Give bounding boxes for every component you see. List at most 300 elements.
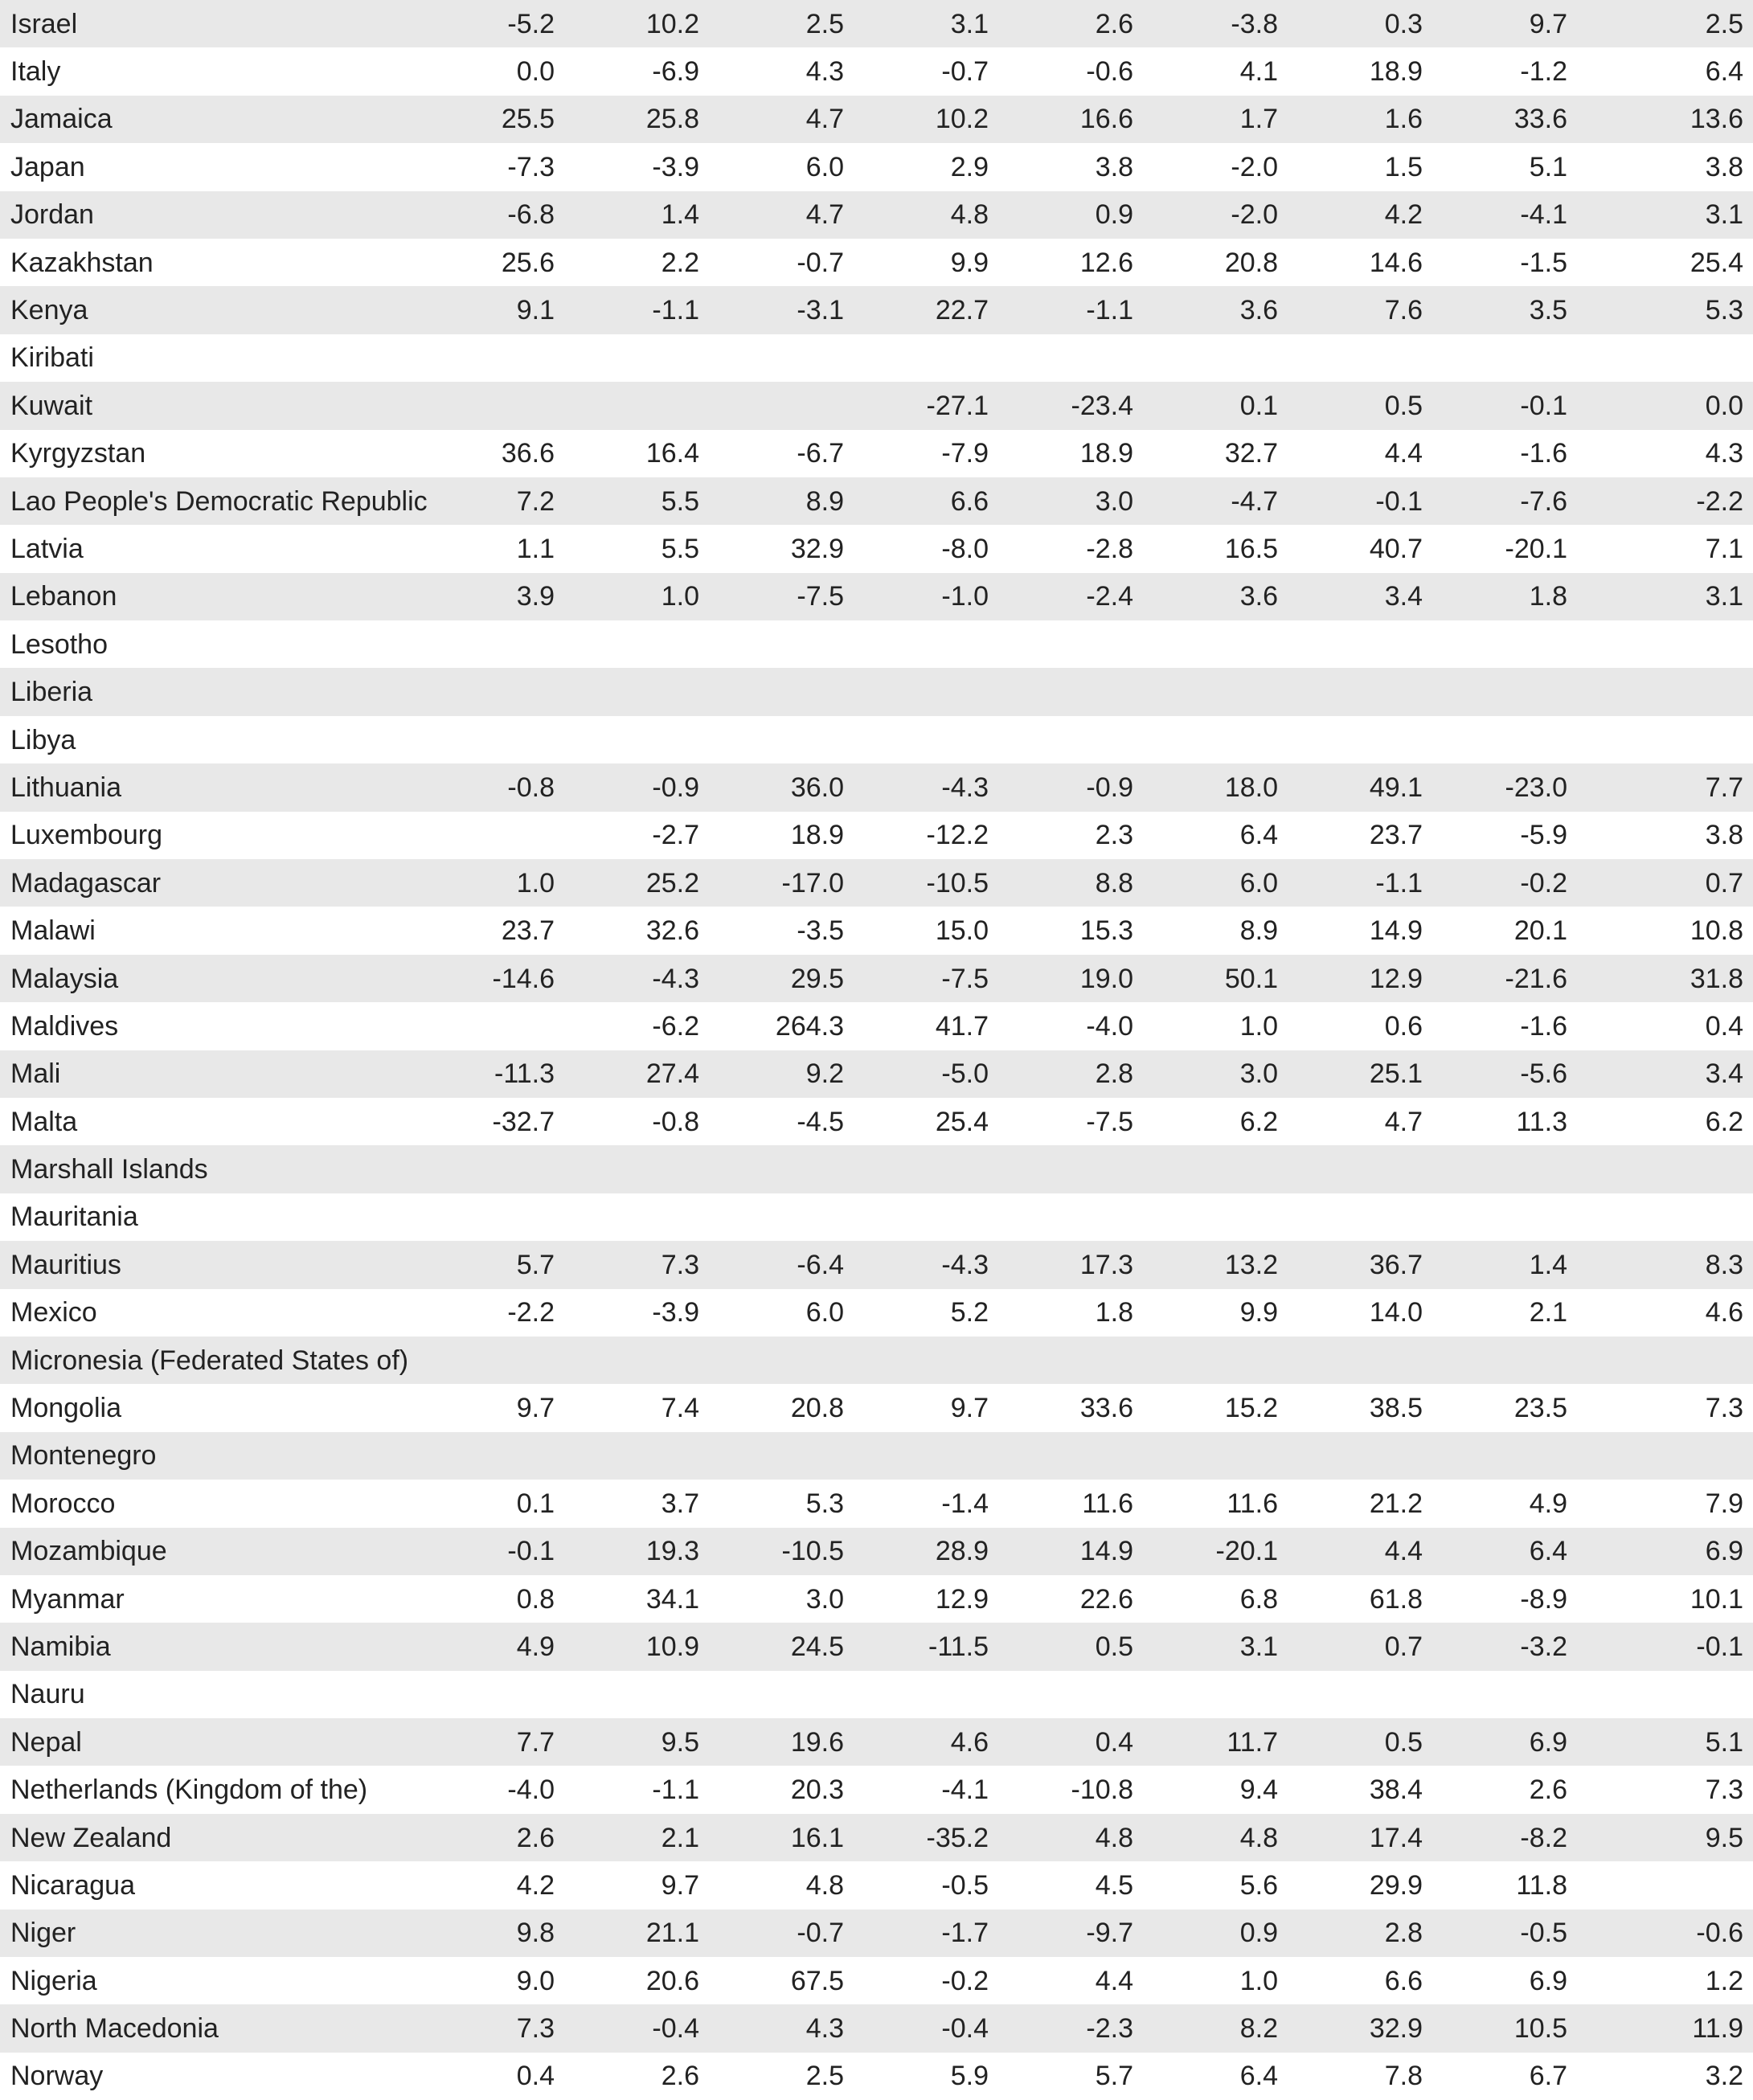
value-cell: [989, 334, 1133, 382]
value-cell: 8.9: [805, 485, 844, 517]
value-cell: 6.9: [1529, 1726, 1567, 1758]
value-cell: 1.4: [661, 199, 699, 231]
value-cell: [555, 1193, 699, 1241]
value-cell: 20.8: [790, 1393, 844, 1424]
value-cell: [1567, 1193, 1753, 1241]
value-cell: -5.6: [1520, 1058, 1567, 1090]
value-cell: 2.6: [516, 1822, 555, 1853]
value-cell: -4.3: [941, 772, 989, 803]
value-cell: [989, 668, 1133, 715]
table-row: [0, 812, 1753, 859]
value-cell: [378, 1145, 555, 1193]
value-cell: 4.8: [950, 199, 989, 231]
value-cell: 3.1: [950, 8, 989, 39]
table-row: [0, 143, 1753, 190]
country-cell: Micronesia (Federated States of): [10, 1345, 409, 1376]
value-cell: 8.9: [1239, 915, 1278, 947]
value-cell: -2.8: [1086, 533, 1133, 564]
value-cell: -3.9: [652, 151, 699, 182]
value-cell: [989, 1671, 1133, 1718]
table-row: [0, 1671, 1753, 1718]
value-cell: 34.1: [645, 1583, 699, 1615]
table-row: [0, 620, 1753, 668]
value-cell: 11.9: [1692, 2013, 1743, 2045]
table-row: [0, 1766, 1753, 1813]
value-cell: -21.6: [1505, 963, 1567, 994]
value-cell: 13.6: [1690, 104, 1743, 135]
value-cell: -11.5: [928, 1631, 989, 1662]
value-cell: -1.6: [1520, 438, 1567, 469]
table-row: [0, 1718, 1753, 1766]
value-cell: 18.9: [1369, 56, 1423, 88]
country-cell: Mongolia: [10, 1393, 121, 1424]
value-cell: 11.7: [1227, 1726, 1278, 1758]
table-row: [0, 47, 1753, 95]
value-cell: [1567, 620, 1753, 668]
value-cell: 2.1: [661, 1822, 699, 1853]
value-cell: 20.6: [645, 1965, 699, 1996]
value-cell: [555, 1145, 699, 1193]
value-cell: 0.8: [516, 1583, 555, 1615]
value-cell: 1.8: [1095, 1297, 1133, 1328]
value-cell: 19.3: [645, 1536, 699, 1567]
value-cell: [1567, 1861, 1753, 1909]
value-cell: 4.1: [1239, 56, 1278, 88]
country-cell: Mauritania: [10, 1201, 138, 1233]
value-cell: 67.5: [790, 1965, 844, 1996]
value-cell: 16.4: [645, 438, 699, 469]
value-cell: -2.3: [1086, 2013, 1133, 2045]
value-cell: 5.1: [1529, 151, 1567, 182]
value-cell: 6.0: [805, 1297, 844, 1328]
value-cell: 9.9: [1239, 1297, 1278, 1328]
value-cell: 2.8: [1095, 1058, 1133, 1090]
value-cell: [989, 716, 1133, 763]
country-cell: Mali: [10, 1058, 61, 1090]
country-cell: Madagascar: [10, 867, 162, 899]
country-cell: Nepal: [10, 1726, 82, 1758]
value-cell: 9.7: [950, 1393, 989, 1424]
value-cell: [1278, 1432, 1423, 1480]
value-cell: 23.7: [501, 915, 555, 947]
value-cell: -0.4: [941, 2013, 989, 2045]
value-cell: 16.1: [790, 1822, 844, 1853]
country-cell: Jordan: [10, 199, 94, 231]
value-cell: 2.9: [950, 151, 989, 182]
value-cell: -14.6: [492, 963, 555, 994]
value-cell: 4.6: [1705, 1297, 1743, 1328]
value-cell: 38.4: [1369, 1775, 1423, 1806]
value-cell: 3.1: [1705, 581, 1743, 612]
value-cell: [1278, 334, 1423, 382]
value-cell: [378, 1002, 555, 1050]
value-cell: [699, 334, 844, 382]
table-row: [0, 1575, 1753, 1623]
value-cell: -4.3: [941, 1249, 989, 1280]
value-cell: -6.4: [797, 1249, 844, 1280]
value-cell: 25.6: [501, 247, 555, 278]
table-row: [0, 239, 1753, 286]
value-cell: 28.9: [935, 1536, 989, 1567]
value-cell: 9.1: [516, 295, 555, 326]
value-cell: [555, 1337, 699, 1384]
value-cell: -0.8: [652, 1106, 699, 1137]
value-cell: [1133, 1337, 1278, 1384]
value-cell: 2.6: [1095, 8, 1133, 39]
country-cell: Namibia: [10, 1631, 111, 1662]
country-cell: Italy: [10, 56, 61, 88]
value-cell: -1.1: [1375, 867, 1423, 899]
value-cell: -0.6: [1086, 56, 1133, 88]
country-cell: Nicaragua: [10, 1869, 135, 1901]
value-cell: [1567, 1145, 1753, 1193]
value-cell: -1.1: [1086, 295, 1133, 326]
value-cell: 15.2: [1224, 1393, 1278, 1424]
value-cell: 6.4: [1705, 56, 1743, 88]
value-cell: [1278, 1337, 1423, 1384]
value-cell: 4.7: [1384, 1106, 1423, 1137]
value-cell: 40.7: [1369, 533, 1423, 564]
value-cell: -11.3: [494, 1058, 555, 1090]
table-row: [0, 1145, 1753, 1193]
value-cell: -6.8: [507, 199, 555, 231]
table-row: [0, 1957, 1753, 2004]
value-cell: 1.0: [1239, 1010, 1278, 1042]
value-cell: [555, 668, 699, 715]
table-row: [0, 286, 1753, 334]
value-cell: [1423, 1193, 1567, 1241]
value-cell: 12.6: [1079, 247, 1133, 278]
value-cell: 4.7: [805, 104, 844, 135]
country-cell: Morocco: [10, 1488, 116, 1519]
value-cell: 9.7: [516, 1393, 555, 1424]
value-cell: -4.0: [507, 1775, 555, 1806]
value-cell: 7.3: [1705, 1775, 1743, 1806]
value-cell: 1.2: [1705, 1965, 1743, 1996]
country-cell: North Macedonia: [10, 2013, 219, 2045]
country-cell: Mozambique: [10, 1536, 167, 1567]
value-cell: -27.1: [926, 390, 989, 421]
value-cell: 29.5: [790, 963, 844, 994]
country-cell: Japan: [10, 151, 85, 182]
value-cell: 0.5: [1384, 1726, 1423, 1758]
value-cell: -1.2: [1520, 56, 1567, 88]
value-cell: [1278, 1671, 1423, 1718]
value-cell: -7.3: [507, 151, 555, 182]
value-cell: [844, 668, 989, 715]
value-cell: 31.8: [1690, 963, 1743, 994]
value-cell: 18.9: [1079, 438, 1133, 469]
value-cell: [555, 716, 699, 763]
value-cell: 3.1: [1705, 199, 1743, 231]
value-cell: 4.9: [516, 1631, 555, 1662]
value-cell: 3.0: [805, 1583, 844, 1615]
table-row: [0, 763, 1753, 811]
value-cell: 7.7: [516, 1726, 555, 1758]
value-cell: -35.2: [926, 1822, 989, 1853]
value-cell: 0.4: [1095, 1726, 1133, 1758]
value-cell: 23.5: [1513, 1393, 1567, 1424]
value-cell: [699, 1337, 844, 1384]
value-cell: 1.7: [1239, 104, 1278, 135]
table-row: [0, 477, 1753, 525]
value-cell: 1.5: [1384, 151, 1423, 182]
value-cell: 6.8: [1239, 1583, 1278, 1615]
value-cell: 0.7: [1705, 867, 1743, 899]
value-cell: [1133, 620, 1278, 668]
value-cell: 4.4: [1384, 438, 1423, 469]
value-cell: 5.9: [950, 2061, 989, 2092]
country-cell: Montenegro: [10, 1440, 157, 1472]
value-cell: 1.6: [1384, 104, 1423, 135]
value-cell: 2.6: [1529, 1775, 1567, 1806]
value-cell: [844, 334, 989, 382]
table-row: [0, 430, 1753, 477]
table-row: [0, 955, 1753, 1002]
value-cell: [555, 382, 699, 429]
value-cell: 14.9: [1369, 915, 1423, 947]
value-cell: -1.7: [941, 1918, 989, 1949]
table-row: [0, 1480, 1753, 1527]
value-cell: [1567, 334, 1753, 382]
value-cell: 10.2: [935, 104, 989, 135]
value-cell: 3.8: [1705, 151, 1743, 182]
value-cell: 25.8: [645, 104, 699, 135]
value-cell: 0.6: [1384, 1010, 1423, 1042]
value-cell: 14.6: [1369, 247, 1423, 278]
country-cell: Luxembourg: [10, 820, 163, 851]
value-cell: -6.7: [797, 438, 844, 469]
value-cell: 2.6: [661, 2061, 699, 2092]
value-cell: -10.8: [1071, 1775, 1133, 1806]
value-cell: 49.1: [1369, 772, 1423, 803]
value-cell: -0.8: [507, 772, 555, 803]
value-cell: [555, 334, 699, 382]
value-cell: 23.7: [1369, 820, 1423, 851]
value-cell: -2.2: [507, 1297, 555, 1328]
value-cell: -3.9: [652, 1297, 699, 1328]
value-cell: 0.4: [516, 2061, 555, 2092]
value-cell: 6.9: [1705, 1536, 1743, 1567]
value-cell: -6.9: [652, 56, 699, 88]
table-row: [0, 1432, 1753, 1480]
value-cell: [844, 1671, 989, 1718]
value-cell: 4.8: [805, 1869, 844, 1901]
country-cell: Lao People's Democratic Republic: [10, 485, 428, 517]
table-row: [0, 1623, 1753, 1670]
value-cell: 3.9: [516, 581, 555, 612]
value-cell: 16.5: [1224, 533, 1278, 564]
country-cell: Maldives: [10, 1010, 119, 1042]
table-row: [0, 1289, 1753, 1337]
value-cell: -1.0: [941, 581, 989, 612]
value-cell: [1423, 1671, 1567, 1718]
value-cell: 4.3: [1705, 438, 1743, 469]
value-cell: -23.4: [1071, 390, 1133, 421]
value-cell: 32.9: [1369, 2013, 1423, 2045]
value-cell: 16.6: [1079, 104, 1133, 135]
value-cell: 5.7: [1095, 2061, 1133, 2092]
table-row: [0, 1050, 1753, 1098]
value-cell: 7.3: [516, 2013, 555, 2045]
value-cell: -4.5: [797, 1106, 844, 1137]
value-cell: [378, 668, 555, 715]
value-cell: -5.9: [1520, 820, 1567, 851]
value-cell: -4.3: [652, 963, 699, 994]
value-cell: [378, 620, 555, 668]
value-cell: 6.0: [805, 151, 844, 182]
value-cell: -0.2: [1520, 867, 1567, 899]
value-cell: [1567, 1337, 1753, 1384]
value-cell: -7.5: [941, 963, 989, 994]
value-cell: -7.9: [941, 438, 989, 469]
value-cell: 5.2: [950, 1297, 989, 1328]
value-cell: [1133, 716, 1278, 763]
value-cell: 20.1: [1513, 915, 1567, 947]
value-cell: [378, 716, 555, 763]
value-cell: 7.3: [661, 1249, 699, 1280]
value-cell: 2.3: [1095, 820, 1133, 851]
value-cell: [844, 620, 989, 668]
value-cell: 36.7: [1369, 1249, 1423, 1280]
value-cell: [1133, 668, 1278, 715]
value-cell: 36.6: [501, 438, 555, 469]
value-cell: 22.7: [935, 295, 989, 326]
value-cell: [1278, 1145, 1423, 1193]
value-cell: -0.1: [1520, 390, 1567, 421]
value-cell: [1567, 716, 1753, 763]
value-cell: -0.7: [797, 247, 844, 278]
value-cell: -12.2: [926, 820, 989, 851]
value-cell: 10.2: [645, 8, 699, 39]
value-cell: -0.7: [797, 1918, 844, 1949]
table-row: [0, 2053, 1753, 2100]
value-cell: 6.7: [1529, 2061, 1567, 2092]
value-cell: 3.1: [1239, 1631, 1278, 1662]
value-cell: [1567, 668, 1753, 715]
country-cell: Kuwait: [10, 390, 93, 421]
value-cell: -7.6: [1520, 485, 1567, 517]
table-row: [0, 1241, 1753, 1288]
value-cell: [1133, 1145, 1278, 1193]
value-cell: 32.7: [1224, 438, 1278, 469]
value-cell: [555, 620, 699, 668]
table-row: [0, 1193, 1753, 1241]
value-cell: 1.4: [1529, 1249, 1567, 1280]
country-cell: Latvia: [10, 533, 84, 564]
value-cell: 2.2: [661, 247, 699, 278]
value-cell: 6.6: [950, 485, 989, 517]
value-cell: [1133, 1671, 1278, 1718]
value-cell: 5.3: [1705, 295, 1743, 326]
value-cell: 2.1: [1529, 1297, 1567, 1328]
country-cell: Kiribati: [10, 342, 94, 374]
value-cell: -2.0: [1231, 199, 1278, 231]
table-row: [0, 859, 1753, 907]
value-cell: 3.2: [1705, 2061, 1743, 2092]
value-cell: -0.2: [941, 1965, 989, 1996]
value-cell: [1423, 334, 1567, 382]
value-cell: 8.8: [1095, 867, 1133, 899]
country-cell: Myanmar: [10, 1583, 125, 1615]
value-cell: -0.1: [1696, 1631, 1743, 1662]
value-cell: 0.9: [1095, 199, 1133, 231]
country-cell: Marshall Islands: [10, 1154, 208, 1185]
value-cell: 14.0: [1369, 1297, 1423, 1328]
value-cell: 11.8: [1516, 1869, 1567, 1901]
value-cell: 61.8: [1369, 1583, 1423, 1615]
value-cell: 25.1: [1369, 1058, 1423, 1090]
value-cell: -3.1: [797, 295, 844, 326]
value-cell: 5.6: [1239, 1869, 1278, 1901]
value-cell: 0.7: [1384, 1631, 1423, 1662]
value-cell: 4.4: [1095, 1965, 1133, 1996]
table-row: [0, 1337, 1753, 1384]
value-cell: 0.9: [1239, 1918, 1278, 1949]
value-cell: 17.3: [1079, 1249, 1133, 1280]
value-cell: 7.4: [661, 1393, 699, 1424]
value-cell: 1.0: [516, 867, 555, 899]
value-cell: 5.7: [516, 1249, 555, 1280]
value-cell: 6.4: [1239, 2061, 1278, 2092]
country-cell: Kyrgyzstan: [10, 438, 146, 469]
value-cell: -4.7: [1231, 485, 1278, 517]
table-row: [0, 716, 1753, 763]
value-cell: -4.1: [941, 1775, 989, 1806]
value-cell: 0.0: [516, 56, 555, 88]
value-cell: -0.9: [652, 772, 699, 803]
value-cell: -0.7: [941, 56, 989, 88]
value-cell: 0.5: [1095, 1631, 1133, 1662]
value-cell: 0.0: [1705, 390, 1743, 421]
value-cell: 9.2: [805, 1058, 844, 1090]
value-cell: 7.9: [1705, 1488, 1743, 1519]
value-cell: [989, 1432, 1133, 1480]
value-cell: -0.9: [1086, 772, 1133, 803]
value-cell: [699, 716, 844, 763]
value-cell: 2.8: [1384, 1918, 1423, 1949]
value-cell: [1567, 1671, 1753, 1718]
value-cell: -32.7: [492, 1106, 555, 1137]
value-cell: 3.8: [1705, 820, 1743, 851]
value-cell: 3.7: [661, 1488, 699, 1519]
table-row: [0, 2004, 1753, 2052]
value-cell: 10.1: [1690, 1583, 1743, 1615]
value-cell: 32.9: [790, 533, 844, 564]
value-cell: 19.6: [790, 1726, 844, 1758]
value-cell: [378, 334, 555, 382]
value-cell: 9.7: [1529, 8, 1567, 39]
value-cell: 4.2: [516, 1869, 555, 1901]
value-cell: 3.6: [1239, 581, 1278, 612]
value-cell: 9.4: [1239, 1775, 1278, 1806]
table-row: [0, 1861, 1753, 1909]
country-cell: Lebanon: [10, 581, 117, 612]
value-cell: 15.3: [1079, 915, 1133, 947]
value-cell: [989, 1337, 1133, 1384]
value-cell: 12.9: [935, 1583, 989, 1615]
value-cell: -1.5: [1520, 247, 1567, 278]
value-cell: 2.5: [805, 2061, 844, 2092]
value-cell: 3.0: [1095, 485, 1133, 517]
value-cell: 6.6: [1384, 1965, 1423, 1996]
value-cell: [378, 1671, 555, 1718]
value-cell: 20.8: [1224, 247, 1278, 278]
value-cell: 4.5: [1095, 1869, 1133, 1901]
value-cell: 3.6: [1239, 295, 1278, 326]
value-cell: 20.3: [790, 1775, 844, 1806]
value-cell: [1133, 1193, 1278, 1241]
